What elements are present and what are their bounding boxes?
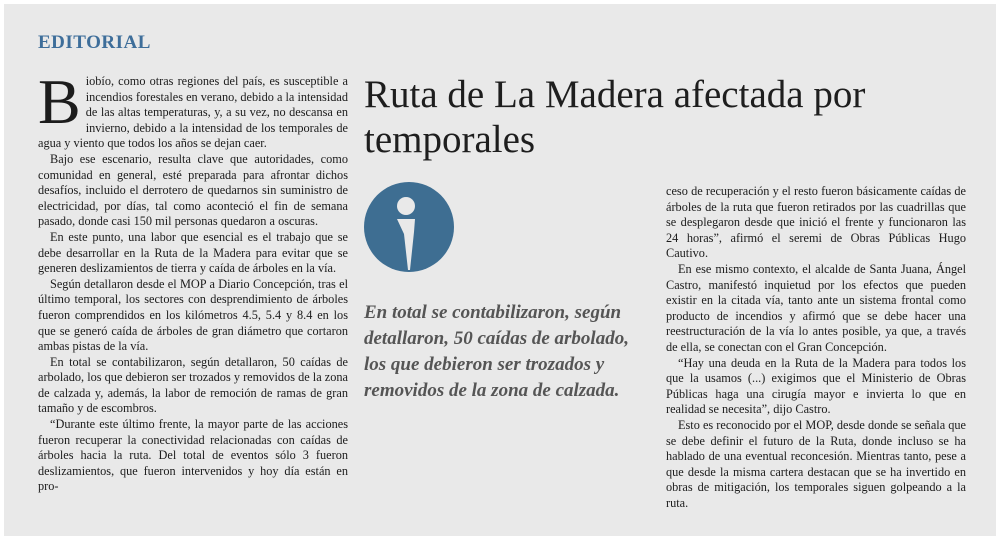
right-column	[666, 184, 966, 511]
body-paragraph: En total se contabilizaron, según detallaron, 50 caídas de arbolado, los que debieron ser trozados y removidos de la zona de calzada y, además, la labor de remoción de ramas de gran tamaño y de escombros.	[38, 354, 348, 416]
info-icon	[364, 182, 454, 272]
body-paragraph: Bajo ese escenario, resulta clave que autoridades, como comunidad en general, esté preparada para afrontar dichos desafíos, incluido el derrotero de quedarnos sin suministro de electricidad, por días, tal como aconteció el fin de semana pasado, donde casi 150 mil personas quedaron a oscuras.	[38, 151, 348, 229]
editorial-page	[4, 4, 996, 536]
section-label: EDITORIAL	[38, 32, 151, 53]
lead-text: iobío, como otras regiones del país, es susceptible a incendios forestales en verano, debido a la intensidad de las altas temperaturas, y, a su vez, no descansa en invierno, debido a la intensidad de los temporales de agua y viento que todos los años se dejan caer.	[38, 74, 348, 151]
pull-quote: En total se contabilizaron, según detallaron, 50 caídas de arbolado, los que debieron ser trozados y removidos de la zona de calzada.	[364, 302, 629, 401]
left-column	[38, 66, 348, 495]
body-paragraph: ceso de recuperación y el resto fueron básicamente caídas de árboles de la ruta que fueron retirados por las cuadrillas que se desplegaron desde que inició el frente y funcionaron las 24 horas”, afirmó el seremi de Obras Públicas Hugo Cautivo.	[666, 184, 966, 261]
headline: Ruta de La Madera afectada por temporales	[364, 73, 866, 161]
body-paragraph: “Durante este último frente, la mayor parte de las acciones fueron recuperar la conectividad relacionadas con caídas de árboles hacia la ruta. Del total de eventos sólo 3 fueron deslizamientos, que fueron intervenidos y hoy día están en pro-	[38, 417, 348, 494]
drop-cap: B	[38, 66, 81, 137]
body-paragraph: En ese mismo contexto, el alcalde de Santa Juana, Ángel Castro, manifestó inquietud por los efectos que pueden existir en la citada vía, tanto ante un sistema frontal como producto de incendios y afirmó que se debe hacer una reestructuración de la vía lo antes posible, ya que, a través de ella, se conectan con el Gran Concepción.	[666, 261, 966, 354]
body-paragraph: “Hay una deuda en la Ruta de la Madera para todos los que la usamos (...) exigimos que el Ministerio de Obras Públicas haga una cirugía mayor e invierta lo que en realidad se necesita”, dijo Castro.	[666, 355, 966, 417]
body-paragraph: Según detallaron desde el MOP a Diario Concepción, tras el último temporal, los sectores con desprendimiento de árboles fueron comprendidos en los kilómetros 4.5, 5.4 y 8.4 en los que se generó caída de árboles de gran diámetro que cortaron ambas pistas de la vía.	[38, 276, 348, 354]
body-paragraph: Esto es reconocido por el MOP, desde donde se señala que se debe definir el futuro de la Ruta, donde incluso se ha hablado de una eventual reconcesión. Mientras tanto, pese a que desde la misma cartera destacan que se ha invertido en obras de mitigación, los temporales siguen golpeando a la ruta.	[666, 417, 966, 510]
lead-paragraph	[38, 66, 348, 152]
body-paragraph: En este punto, una labor que esencial es el trabajo que se debe desarrollar en la Ruta de la Madera para evitar que se generen deslizamientos de tierra y caída de árboles en la vía.	[38, 229, 348, 276]
